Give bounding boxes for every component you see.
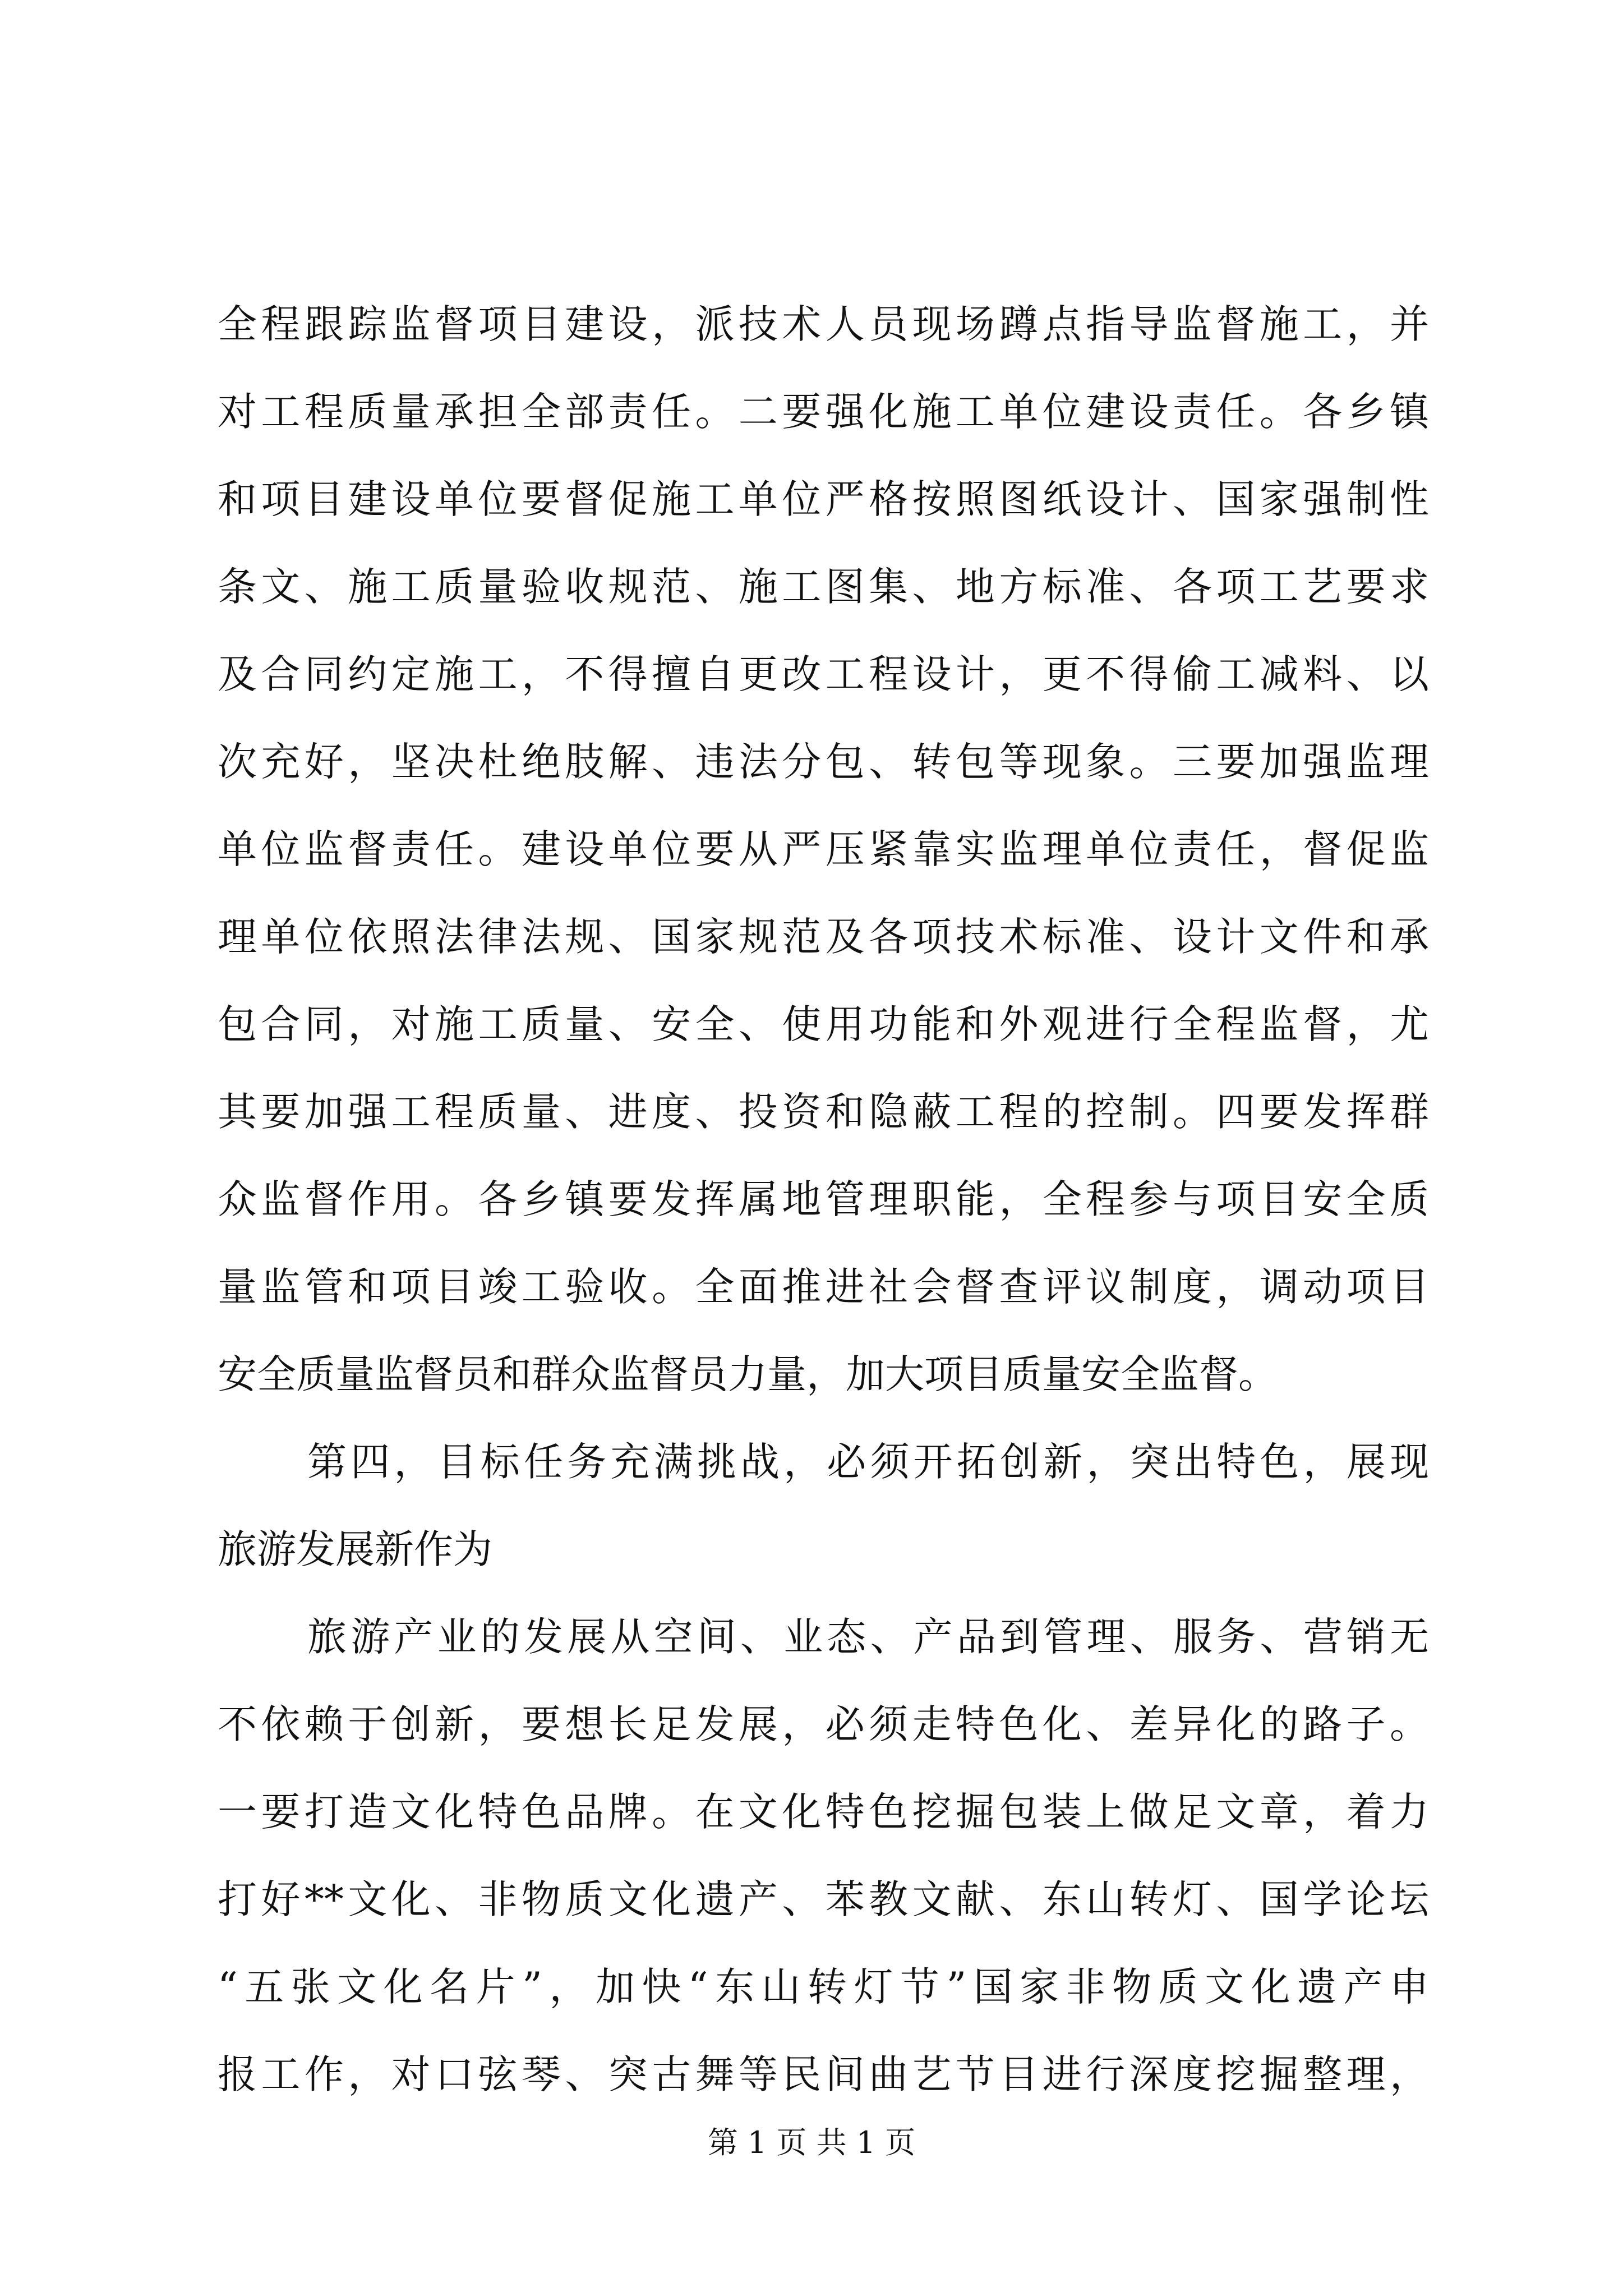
text-line: 和项目建设单位要督促施工单位严格按照图纸设计、国家强制性 — [218, 476, 1429, 522]
text-line: 报工作，对口弦琴、突古舞等民间曲艺节目进行深度挖掘整理， — [218, 2051, 1429, 2097]
section-heading-line: 旅游发展新作为 — [218, 1526, 492, 1572]
text-line: 不依赖于创新，要想长足发展，必须走特色化、差异化的路子。 — [218, 1701, 1429, 1747]
text-line: 及合同约定施工，不得擅自更改工程设计，更不得偷工减料、以 — [218, 651, 1429, 697]
text-line: 包合同，对施工质量、安全、使用功能和外观进行全程监督，尤 — [218, 1001, 1429, 1047]
text-line: 量监管和项目竣工验收。全面推进社会督查评议制度，调动项目 — [218, 1264, 1429, 1310]
text-line: 一要打造文化特色品牌。在文化特色挖掘包装上做足文章，着力 — [218, 1789, 1429, 1835]
text-line: 单位监督责任。建设单位要从严压紧靠实监理单位责任，督促监 — [218, 826, 1429, 872]
text-line: 其要加强工程质量、进度、投资和隐蔽工程的控制。四要发挥群 — [218, 1089, 1429, 1135]
text-line: 打好**文化、非物质文化遗产、苯教文献、东山转灯、国学论坛 — [218, 1876, 1429, 1922]
text-line: 安全质量监督员和群众监督员力量，加大项目质量安全监督。 — [218, 1351, 1278, 1397]
text-line: 次充好，坚决杜绝肢解、违法分包、转包等现象。三要加强监理 — [218, 739, 1429, 785]
text-line: 对工程质量承担全部责任。二要强化施工单位建设责任。各乡镇 — [218, 389, 1429, 435]
text-line: 全程跟踪监督项目建设，派技术人员现场蹲点指导监督施工，并 — [218, 301, 1429, 347]
text-line: “五张文化名片”，加快“东山转灯节”国家非物质文化遗产申 — [218, 1964, 1429, 2010]
section-heading-line: 第四，目标任务充满挑战，必须开拓创新，突出特色，展现 — [307, 1439, 1429, 1485]
text-line: 众监督作用。各乡镇要发挥属地管理职能，全程参与项目安全质 — [218, 1176, 1429, 1222]
text-line: 旅游产业的发展从空间、业态、产品到管理、服务、营销无 — [307, 1614, 1429, 1660]
text-line: 条文、施工质量验收规范、施工图集、地方标准、各项工艺要求 — [218, 564, 1429, 610]
page-footer: 第 1 页 共 1 页 — [707, 2125, 916, 2160]
body-text — [218, 280, 1429, 2118]
text-line: 理单位依照法律法规、国家规范及各项技术标准、设计文件和承 — [218, 914, 1429, 960]
